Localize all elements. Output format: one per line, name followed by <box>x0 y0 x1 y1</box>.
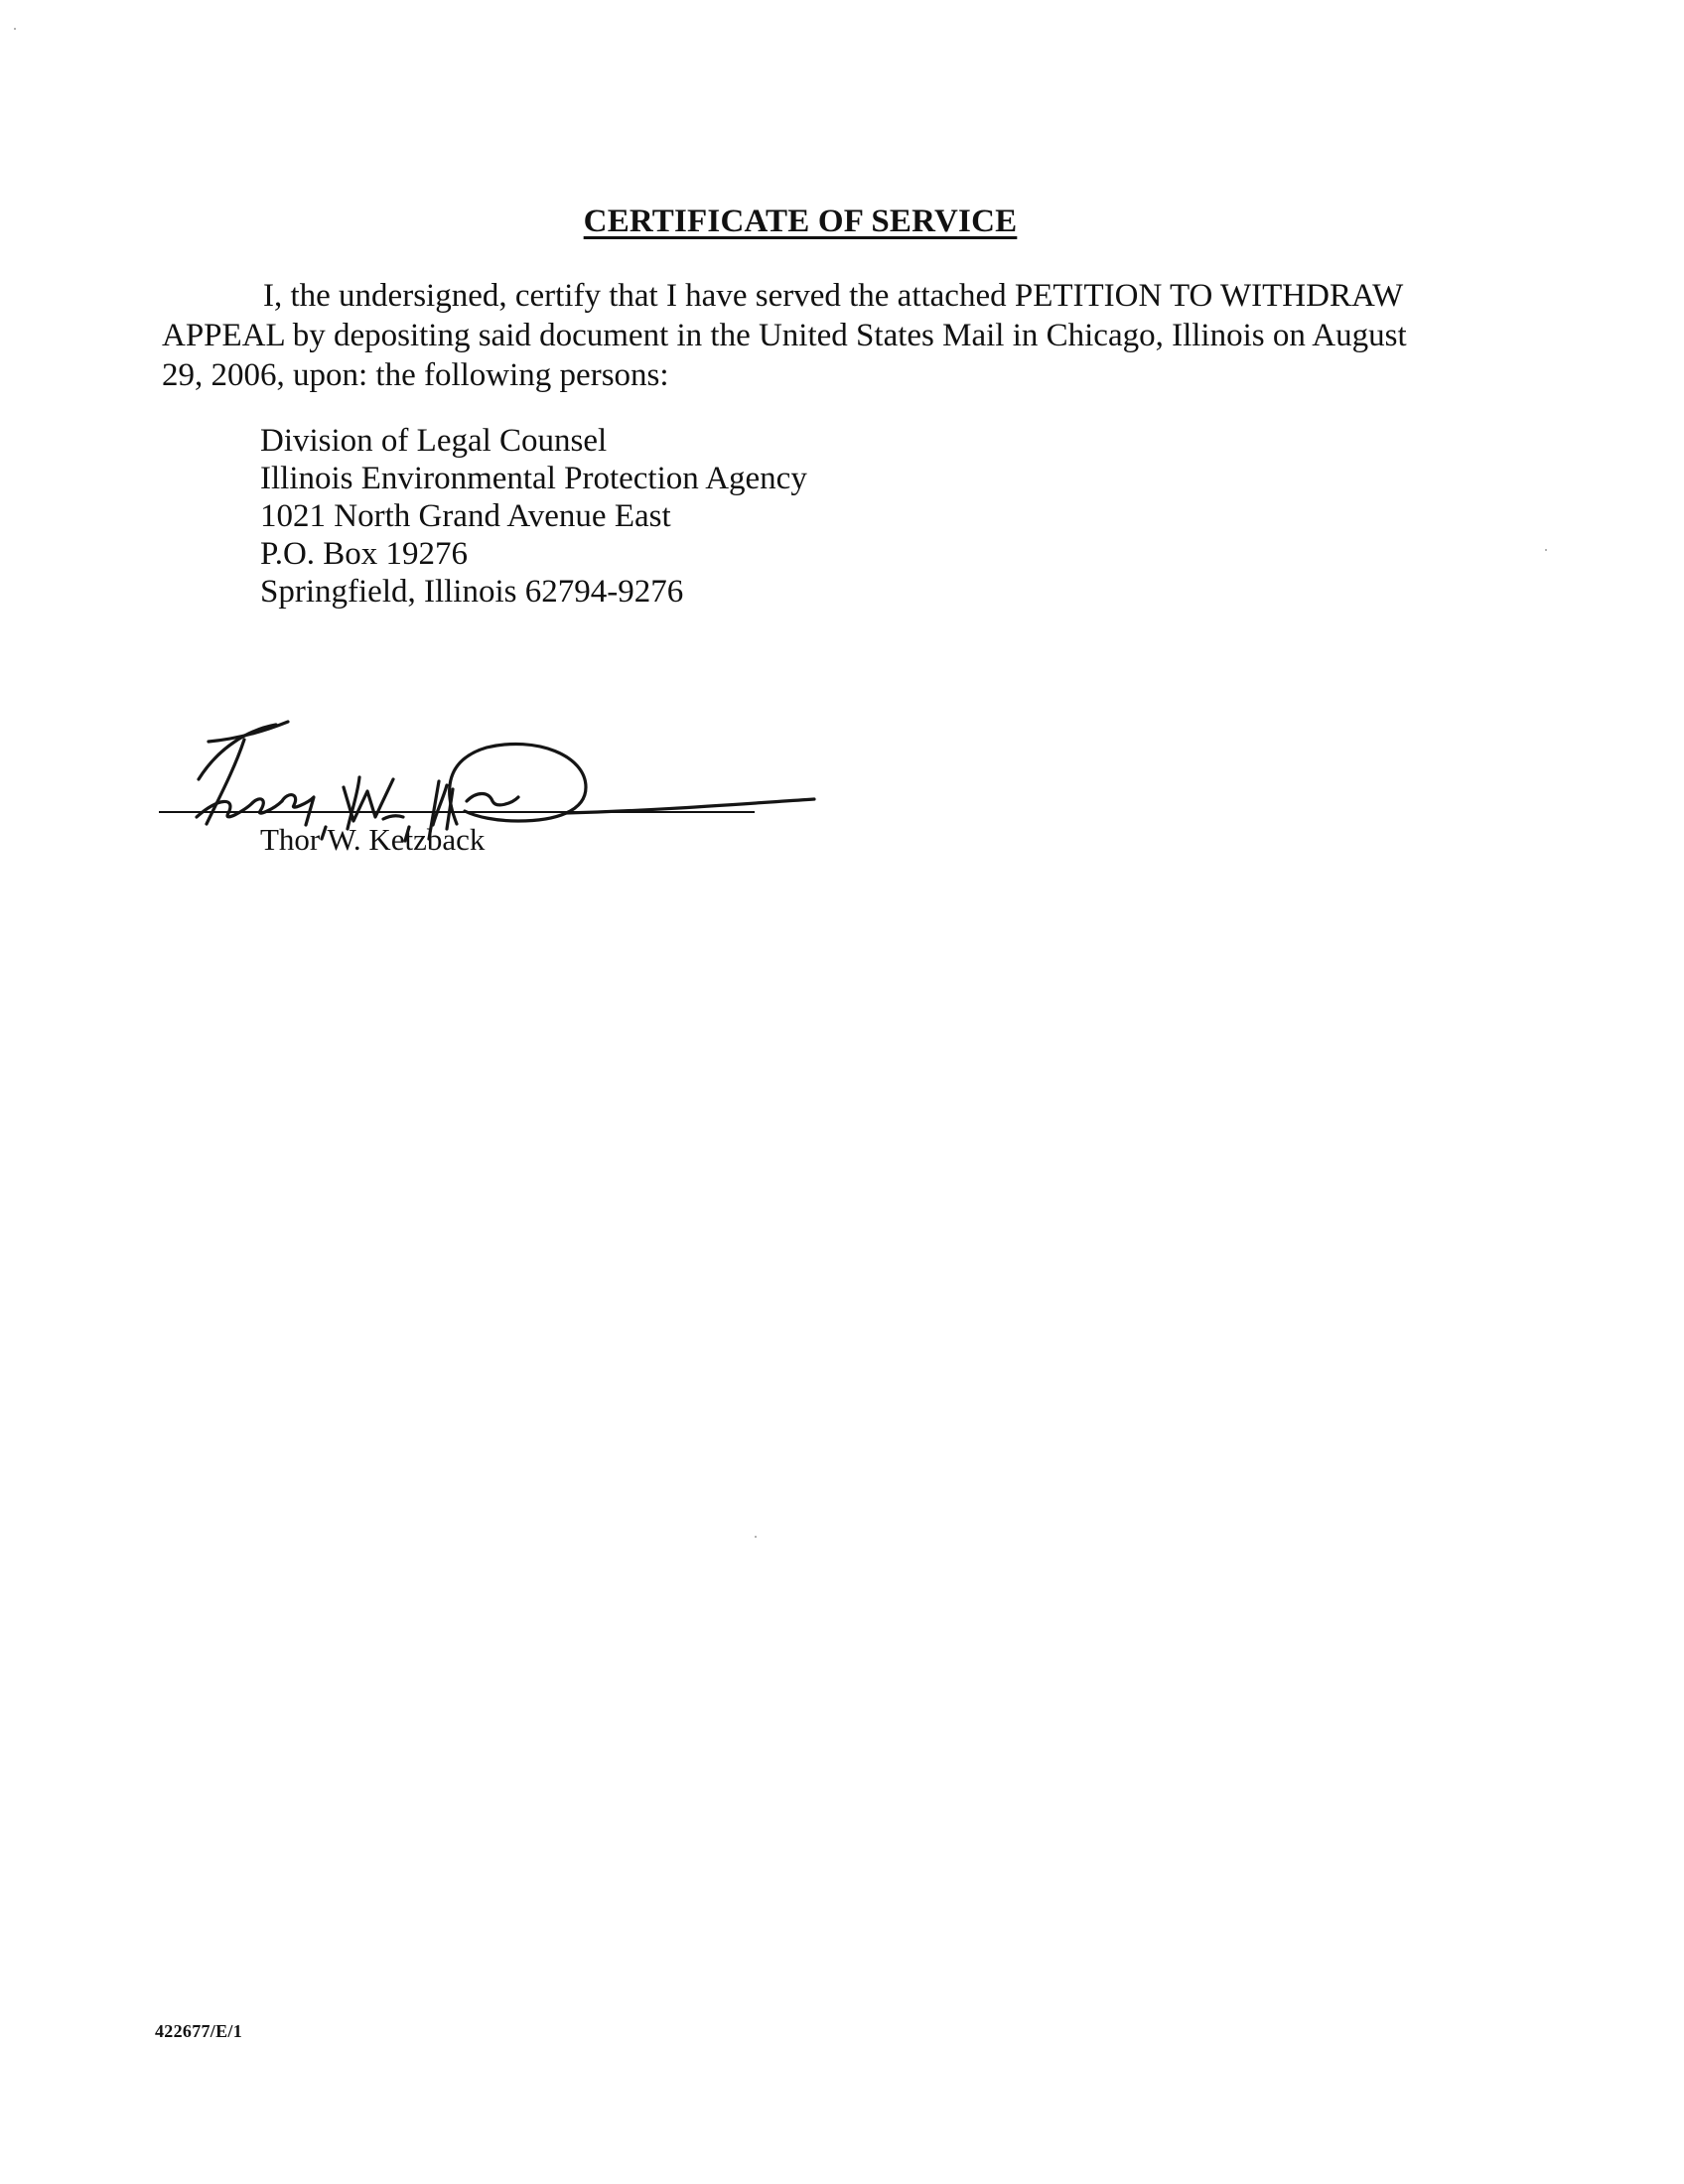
certification-text: I, the undersigned, certify that I have served the attached PETITION TO WITHDRAW APPEAL by depositing said document in the United States Mail in Chicago, Illinois on August 29, 2006, upon: the following persons: <box>162 278 1407 393</box>
scan-speck <box>755 1536 757 1538</box>
handwritten-signature <box>149 700 824 869</box>
scan-speck <box>14 28 16 30</box>
recipient-address <box>260 422 807 611</box>
signer-name: Thor W. Ketzback <box>260 822 486 857</box>
certification-paragraph <box>162 276 1443 395</box>
scan-speck <box>1545 549 1547 551</box>
signature-line <box>159 811 755 813</box>
address-line-city: Springfield, Illinois 62794-9276 <box>260 574 684 610</box>
document-id-footer: 422677/E/1 <box>155 2021 243 2041</box>
address-line-po-box: P.O. Box 19276 <box>260 536 469 572</box>
address-line-agency: Illinois Environmental Protection Agency <box>260 461 807 496</box>
address-line-division: Division of Legal Counsel <box>260 423 608 459</box>
address-line-street: 1021 North Grand Avenue East <box>260 498 671 534</box>
document-title: CERTIFICATE OF SERVICE <box>583 204 1018 239</box>
